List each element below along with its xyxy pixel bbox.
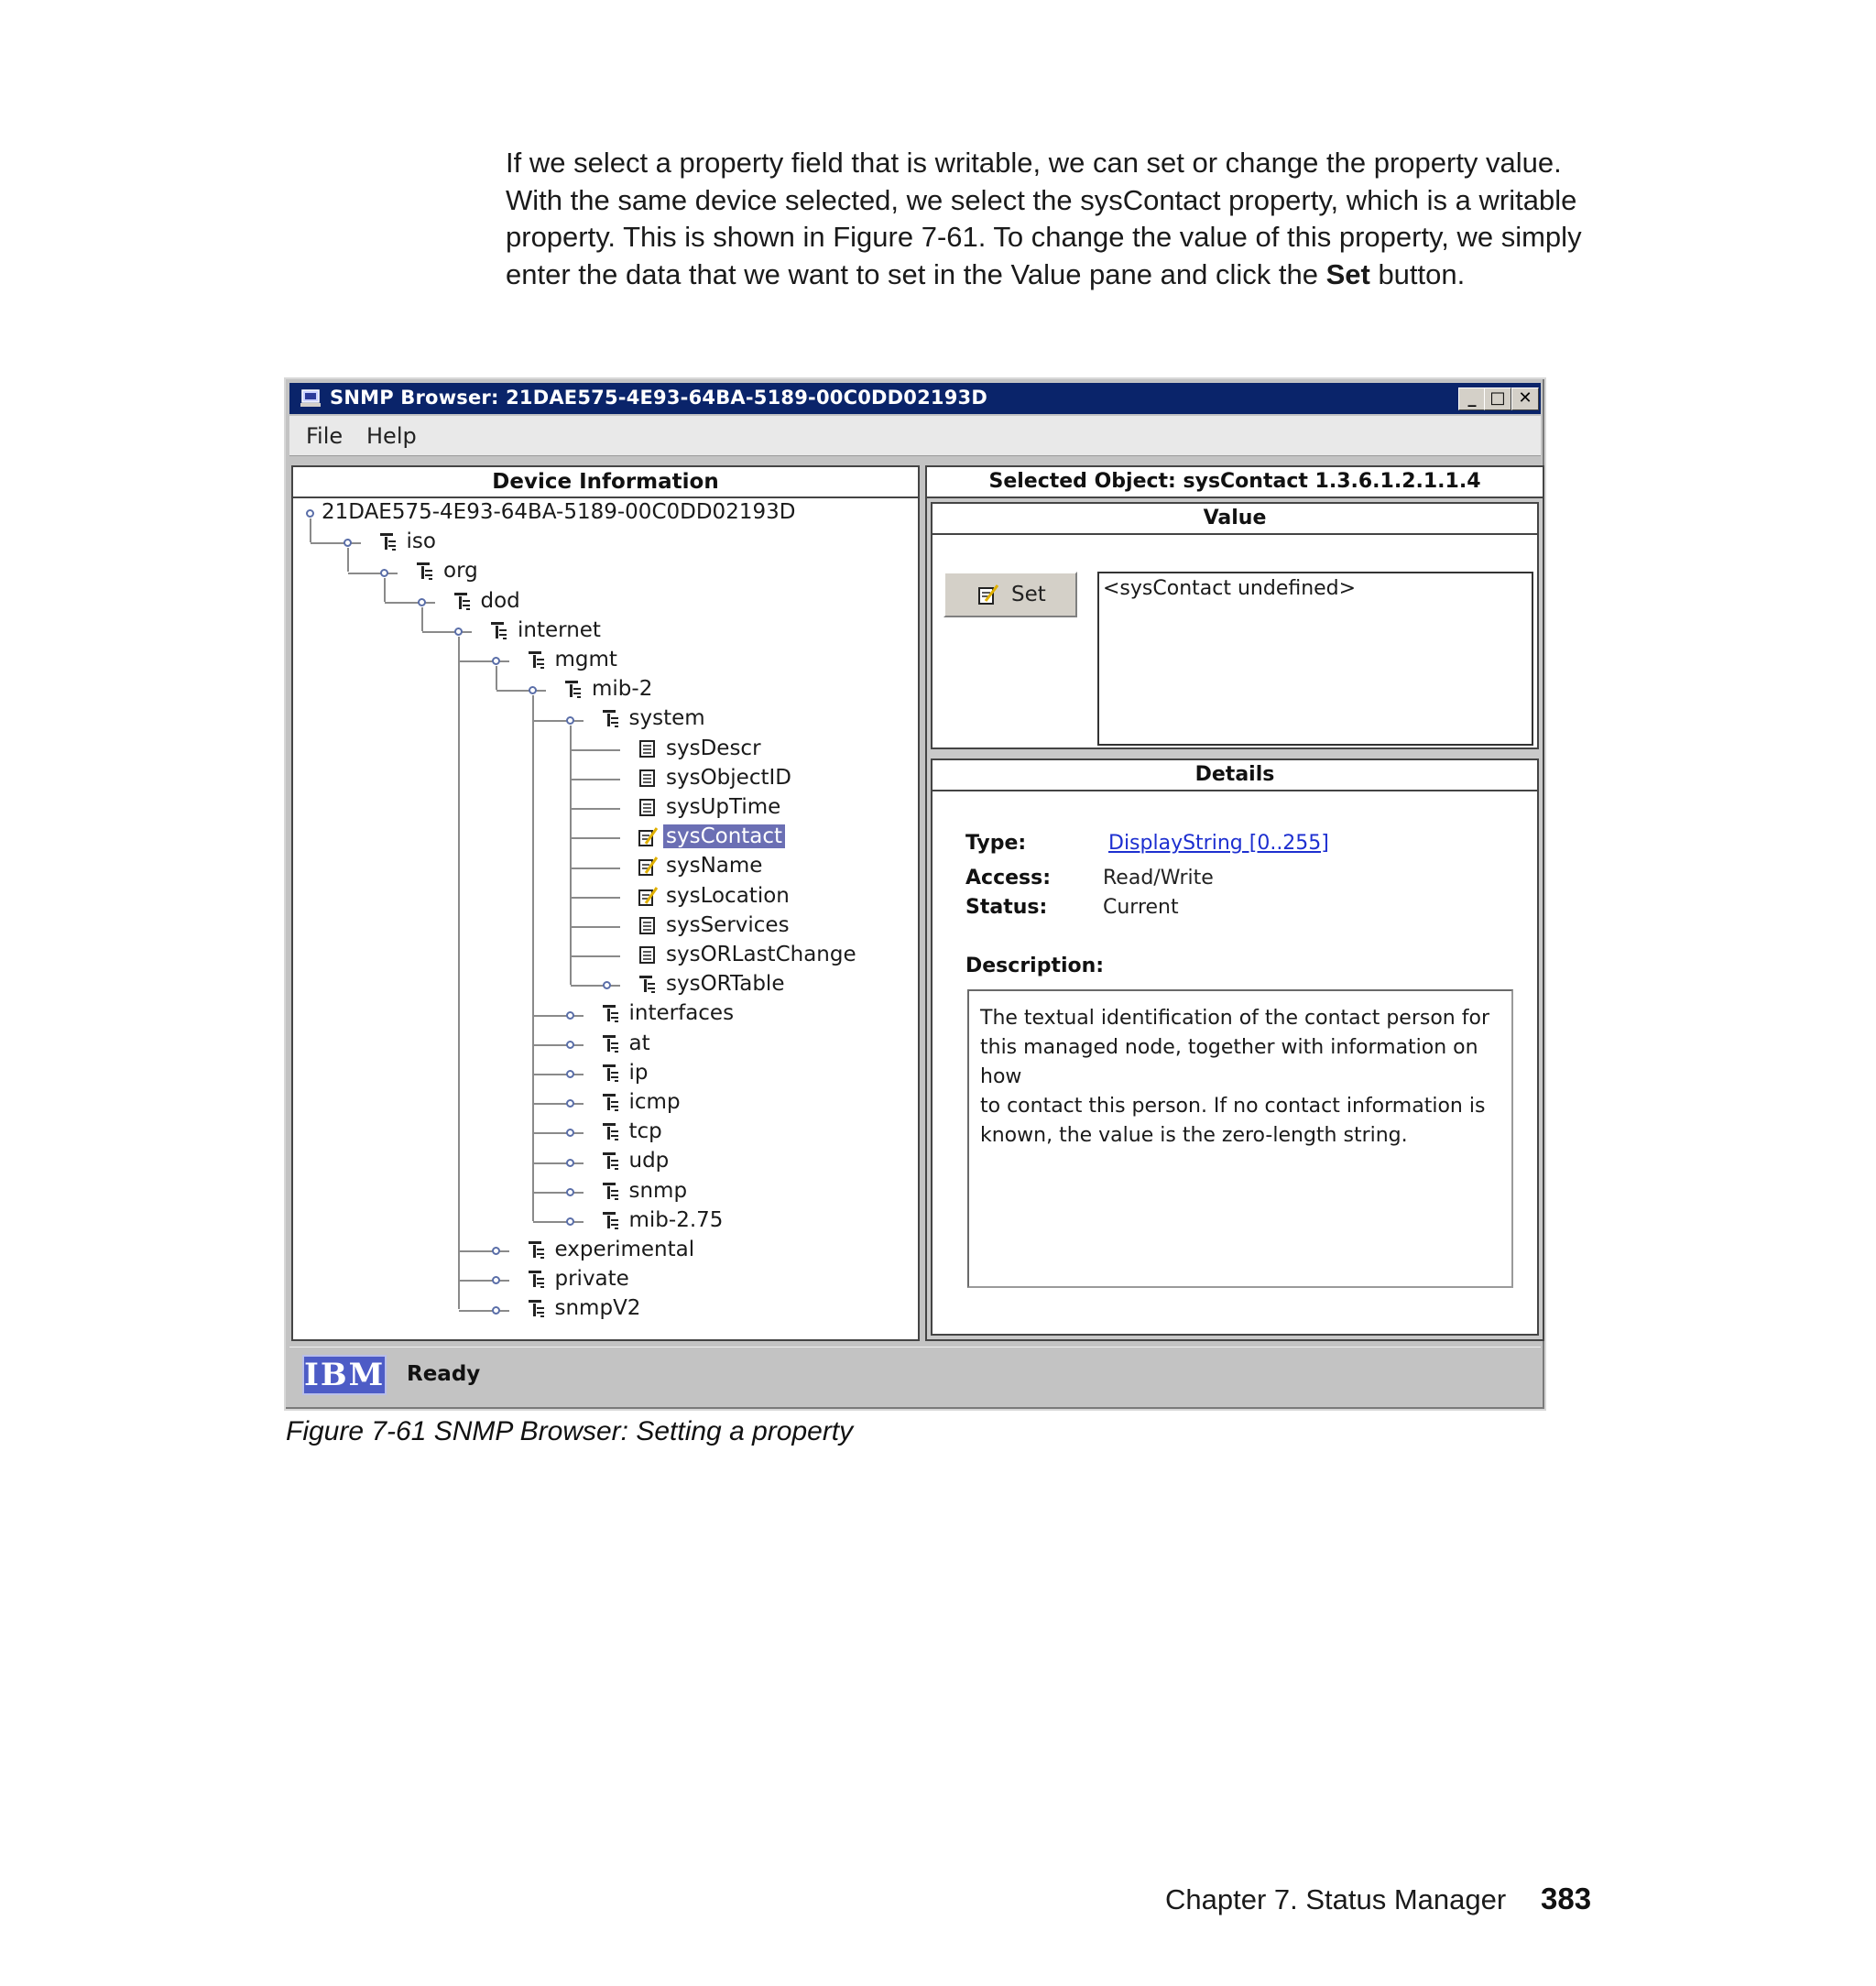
tree-connector <box>459 660 509 662</box>
tree-node-label: system <box>628 706 705 731</box>
tree-connector <box>533 1044 584 1046</box>
tree-connector <box>533 720 584 722</box>
tree-folder-icon <box>527 1239 547 1260</box>
tree-connector <box>533 1132 584 1134</box>
tree-connector <box>533 1162 584 1164</box>
selected-object-pane <box>925 465 1544 1341</box>
tree-expand-handle[interactable] <box>566 1070 574 1078</box>
set-button[interactable] <box>943 572 1077 617</box>
tree-node-org[interactable] <box>415 557 481 584</box>
tree-node-private[interactable] <box>527 1265 632 1293</box>
tree-folder-icon <box>601 1181 621 1201</box>
tree-node-mib-2-75[interactable] <box>601 1206 726 1234</box>
intro-text: If we select a property field that is writable, we can set or change the property value. With the same device selected, we select the sysContact property, which is a writable property. This is shown in Figure 7-61. To change the value of this property, we simply enter the data that we want to set in the Value pane and click the <box>506 147 1582 290</box>
tree-connector <box>571 897 621 899</box>
tree-folder-icon <box>601 1121 621 1141</box>
tree-connector <box>422 631 473 633</box>
status-text: Ready <box>407 1362 481 1386</box>
tree-guide-line <box>384 578 386 602</box>
status-bar <box>289 1347 1541 1405</box>
tree-leaf-icon <box>638 944 658 965</box>
tree-node-syslocation[interactable] <box>638 882 792 910</box>
tree-folder-icon <box>489 620 509 640</box>
tree-node-ip[interactable] <box>601 1059 651 1086</box>
tree-node-system[interactable] <box>601 704 708 732</box>
access-label: Access: <box>965 867 1052 889</box>
selected-object-header: Selected Object: sysContact 1.3.6.1.2.1.1.4 <box>927 467 1543 498</box>
type-label: Type: <box>965 832 1027 855</box>
tree-guide-line <box>570 726 572 986</box>
intro-bold-set: Set <box>1325 257 1370 290</box>
tree-connector <box>533 1103 584 1105</box>
tree-folder-icon <box>601 1003 621 1023</box>
tree-leaf-icon <box>638 738 658 758</box>
mib-tree <box>293 498 918 1339</box>
tree-folder-icon <box>601 1210 621 1230</box>
tree-node-sysorlastchange[interactable] <box>638 941 859 968</box>
tree-connector <box>348 573 398 574</box>
tree-guide-line <box>532 695 534 1221</box>
tree-node-label: interfaces <box>628 1001 735 1026</box>
tree-node-label: private <box>554 1267 629 1292</box>
close-button[interactable]: ✕ <box>1511 387 1539 410</box>
tree-connector <box>533 1192 584 1194</box>
tree-folder-icon <box>527 1298 547 1318</box>
intro-paragraph <box>506 145 1623 293</box>
tree-node-experimental[interactable] <box>527 1236 698 1263</box>
tree-node-mib-2[interactable] <box>563 675 655 703</box>
tree-connector <box>571 985 621 987</box>
tree-folder-icon <box>601 1092 621 1112</box>
tree-node-sysobjectid[interactable] <box>638 764 794 791</box>
tree-expand-handle[interactable] <box>492 657 500 665</box>
snmp-browser-window <box>284 377 1546 1411</box>
tree-node-label: icmp <box>628 1090 681 1114</box>
tree-node-label: snmp <box>628 1178 688 1203</box>
tree-node-label: sysName <box>666 854 763 878</box>
tree-node-label: sysORTable <box>666 972 785 997</box>
tree-connector <box>571 955 621 957</box>
footer-chapter: Chapter 7. Status Manager <box>1165 1883 1507 1915</box>
tree-node-sysuptime[interactable] <box>638 793 783 821</box>
tree-connector <box>496 690 547 692</box>
tree-folder-icon <box>527 1269 547 1289</box>
access-value: Read/Write <box>1103 867 1214 889</box>
tree-folder-icon <box>601 1063 621 1083</box>
tree-node-label: sysContact <box>663 824 785 848</box>
menu-file[interactable]: File <box>306 423 344 449</box>
tree-folder-icon <box>563 679 584 699</box>
tree-node-sysortable[interactable] <box>638 970 787 998</box>
tree-node-sysservices[interactable] <box>638 911 792 939</box>
tree-node-internet[interactable] <box>489 617 604 644</box>
tree-node-label: org <box>443 559 478 584</box>
tree-connector <box>571 926 621 928</box>
menu-help[interactable]: Help <box>366 423 417 449</box>
tree-expand-handle[interactable] <box>418 598 426 606</box>
tree-node-label: mgmt <box>554 648 617 671</box>
tree-connector <box>385 602 435 604</box>
tree-node-label: tcp <box>628 1119 662 1144</box>
tree-connector <box>571 749 621 751</box>
tree-node-label: sysORLastChange <box>666 943 856 966</box>
value-input[interactable]: <sysContact undefined> <box>1097 572 1533 746</box>
tree-node-label: udp <box>628 1149 670 1173</box>
tree-expand-handle[interactable] <box>566 1099 574 1108</box>
tree-folder-icon <box>527 649 547 670</box>
minimize-button[interactable]: _ <box>1458 387 1486 410</box>
tree-leaf-icon <box>638 797 658 817</box>
tree-guide-line <box>310 518 311 542</box>
tree-node-label: iso <box>406 529 436 554</box>
tree-guide-line <box>458 637 460 1310</box>
tree-connector <box>571 779 621 780</box>
tree-expand-handle[interactable] <box>306 509 314 518</box>
window-title: SNMP Browser: 21DAE575-4E93-64BA-5189-00C0DD02193D <box>330 387 987 409</box>
tree-expand-handle[interactable] <box>566 1129 574 1137</box>
tree-node-interfaces[interactable] <box>601 999 737 1027</box>
tree-node-sysdescr[interactable] <box>638 735 764 762</box>
tree-node-label: experimental <box>554 1238 695 1261</box>
tree-folder-icon <box>601 708 621 728</box>
tree-node-at[interactable] <box>601 1030 653 1057</box>
tree-node-snmpv2[interactable] <box>527 1294 644 1322</box>
tree-expand-handle[interactable] <box>454 627 463 636</box>
tree-connector <box>571 808 621 810</box>
tree-node-label: sysDescr <box>666 736 761 760</box>
value-header: Value <box>933 504 1537 535</box>
details-panel <box>931 758 1539 1336</box>
writable-object-icon <box>976 583 1000 606</box>
tree-leaf-icon <box>638 768 658 788</box>
tree-connector <box>459 1310 509 1312</box>
tree-node-label: sysObjectID <box>666 765 791 790</box>
tree-expand-handle[interactable] <box>529 686 537 694</box>
tree-leaf-icon <box>638 915 658 935</box>
tree-expand-handle[interactable] <box>492 1306 500 1315</box>
title-bar[interactable] <box>289 383 1541 414</box>
tree-node-udp[interactable] <box>601 1147 672 1174</box>
tree-expand-handle[interactable] <box>492 1247 500 1255</box>
tree-node-snmp[interactable] <box>601 1177 691 1205</box>
tree-guide-line <box>347 548 349 572</box>
page-number: 383 <box>1541 1882 1592 1915</box>
tree-folder-icon <box>453 591 473 611</box>
tree-guide-line <box>421 607 423 631</box>
tree-node-label: sysServices <box>666 912 790 937</box>
tree-writable-icon <box>638 856 658 876</box>
description-text[interactable]: The textual identification of the contact person for this managed node, together with information on how to contact this person. If no contact information is known, the value is the zero-length string. <box>967 989 1513 1288</box>
intro-text-end: button. <box>1369 257 1466 290</box>
tree-node-label: at <box>628 1031 650 1055</box>
menu-bar <box>289 416 1541 456</box>
set-button-label: Set <box>1011 583 1046 606</box>
tree-node-label: sysLocation <box>666 883 790 908</box>
tree-expand-handle[interactable] <box>566 1041 574 1049</box>
description-label: Description: <box>965 955 1105 977</box>
tree-connector <box>459 1250 509 1252</box>
tree-node-sysname[interactable] <box>638 852 765 879</box>
tree-expand-handle[interactable] <box>566 716 574 725</box>
value-panel <box>931 502 1539 749</box>
tree-writable-icon <box>638 826 658 846</box>
tree-node-syscontact[interactable] <box>638 823 785 850</box>
tree-expand-handle[interactable] <box>566 1217 574 1226</box>
snmp-browser-icon <box>299 388 322 409</box>
tree-node-label: mib-2 <box>592 677 653 702</box>
device-information-pane <box>291 465 920 1341</box>
tree-connector <box>571 837 621 839</box>
tree-connector <box>533 1221 584 1223</box>
tree-folder-icon <box>601 1151 621 1171</box>
tree-connector <box>533 1074 584 1075</box>
tree-connector <box>533 1015 584 1017</box>
tree-expand-handle[interactable] <box>380 569 388 577</box>
tree-expand-handle[interactable] <box>566 1011 574 1020</box>
tree-folder-icon <box>601 1033 621 1053</box>
tree-connector <box>459 1280 509 1282</box>
tree-connector <box>571 868 621 869</box>
tree-node-label: 21DAE575-4E93-64BA-5189-00C0DD02193D <box>322 500 796 524</box>
figure-caption: Figure 7-61 SNMP Browser: Setting a property <box>286 1416 854 1446</box>
status-label: Status: <box>965 896 1048 919</box>
details-header: Details <box>933 760 1537 791</box>
tree-folder-icon <box>638 974 658 994</box>
tree-folder-icon <box>415 561 435 581</box>
tree-node-dod[interactable] <box>453 587 523 615</box>
tree-expand-handle[interactable] <box>344 539 352 547</box>
maximize-button[interactable]: □ <box>1484 387 1511 410</box>
tree-writable-icon <box>638 886 658 906</box>
tree-node-label: mib-2.75 <box>628 1207 724 1232</box>
tree-folder-icon <box>378 531 398 551</box>
tree-node-label: dod <box>480 588 520 613</box>
tree-expand-handle[interactable] <box>603 981 611 989</box>
tree-node-mgmt[interactable] <box>527 646 620 673</box>
type-value-link[interactable]: DisplayString [0..255] <box>1108 832 1329 855</box>
tree-node-label: snmpV2 <box>554 1296 641 1321</box>
tree-guide-line <box>496 666 497 690</box>
tree-expand-handle[interactable] <box>492 1276 500 1284</box>
tree-node-iso[interactable] <box>378 528 439 555</box>
tree-node-label: internet <box>518 617 601 642</box>
ibm-logo: IBM <box>304 1357 386 1393</box>
tree-node-tcp[interactable] <box>601 1118 665 1145</box>
tree-node-label: ip <box>628 1060 649 1085</box>
tree-node-icmp[interactable] <box>601 1088 683 1116</box>
device-information-header: Device Information <box>293 467 918 498</box>
tree-expand-handle[interactable] <box>566 1188 574 1196</box>
status-value: Current <box>1103 896 1179 919</box>
tree-node-21dae575-4e93-64ba-5189-00c0dd02193d[interactable] <box>319 498 798 526</box>
tree-connector <box>311 542 361 544</box>
tree-expand-handle[interactable] <box>566 1159 574 1167</box>
tree-node-label: sysUpTime <box>666 795 781 819</box>
